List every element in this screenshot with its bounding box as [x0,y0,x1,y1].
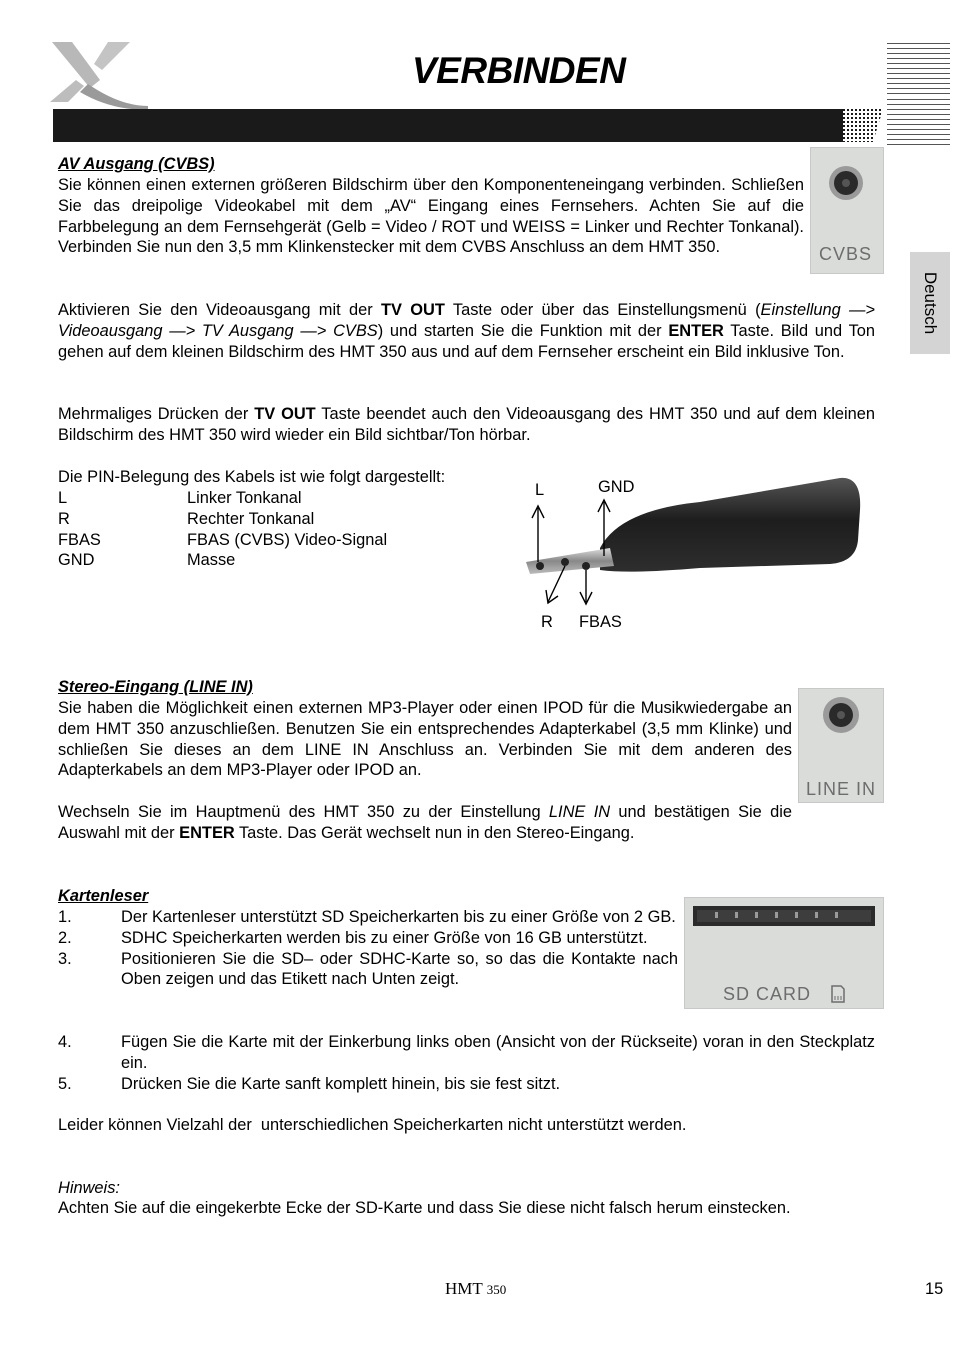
list-item [58,928,678,949]
list-text: Der Kartenleser unterstützt SD Speicherkarten bis zu einer Größe von 2 GB. [121,908,676,926]
list-item [58,949,678,991]
pin-intro: Die PIN-Belegung des Kabels ist wie folgt dargestellt: [58,468,446,486]
list-number: 5. [58,1074,72,1093]
brand-logo [50,40,150,110]
plug-label-fbas: FBAS [579,613,622,631]
pin-value: Rechter Tonkanal [187,509,315,528]
list-text: Fügen Sie die Karte mit der Einkerbung links oben (Ansicht von der Rückseite) voran in den Steckplatz ein. [121,1033,875,1072]
linein-setting: LINE IN [548,803,611,821]
av-p2-text: Taste oder über das Einstellungsmenü ( [444,301,761,319]
linein-port-label: LINE IN [806,779,877,799]
av-p2-text: Aktivieren Sie den Videoausgang mit der [58,301,381,319]
hint-label: Hinweis: [58,1179,120,1197]
sd-card-slot-photo [684,897,884,1009]
av-paragraph-2 [58,300,875,362]
language-tab[interactable] [910,252,950,354]
section-heading-av: AV Ausgang (CVBS) [58,155,215,173]
pin-value: Linker Tonkanal [187,489,302,507]
av-p3-text: Taste beendet auch den Videoausgang des HMT 350 und auf dem kleinen Bildschirm des HMT 350 wird wieder ein Bild sichtbar/Ton hörbar. [58,405,875,444]
plug-label-l: L [535,481,545,499]
list-number: 1. [58,908,72,926]
page-title: VERBINDEN [412,50,626,91]
av-p2-text: ) und starten Sie die Funktion mit der [377,321,669,340]
menu-path: Einstellung —> Videoausgang —> TV Ausgang —> CVBS [58,301,875,340]
list-item [58,1032,875,1074]
tv-out-key: TV OUT [254,405,316,423]
pin-row [58,550,387,571]
linein-p2-text: und bestätigen Sie die Auswahl mit der [58,803,792,842]
av-plug-diagram [520,470,870,610]
hint-text: Achten Sie auf die eingekerbte Ecke der SD-Karte und dass Sie diese nicht falsch herum einstecken. [58,1199,791,1217]
pin-row [58,488,387,509]
card-steps-list [58,907,678,990]
section-heading-linein: Stereo-Eingang (LINE IN) [58,678,253,696]
pin-key: R [58,509,70,528]
footer-model-number: 350 [486,1282,507,1297]
list-text: Drücken Sie die Karte sanft komplett hinein, bis sie fest sitzt. [121,1074,561,1093]
header-bar [53,109,843,142]
plug-label-r: R [541,613,553,631]
list-text: Positionieren Sie die SD– oder SDHC-Karte so, so das die Kontakte nach Oben zeigen und das Etikett nach Unten zeigt. [121,949,678,989]
pin-key: GND [58,551,95,570]
list-number: 2. [58,928,72,947]
list-number: 3. [58,949,72,968]
list-item [58,907,678,928]
card-note: Leider können Vielzahl der unterschiedlichen Speicherkarten nicht unterstützt werden. [58,1116,687,1134]
list-item [58,1074,875,1095]
pin-value: Masse [187,551,236,570]
sd-card-slot-label: SD CARD [723,984,812,1004]
linein-paragraph-1: Sie haben die Möglichkeit einen externen MP3-Player oder einen IPOD für die Musikwiedergabe an dem HMT 350 anzuschließen. Benutzen Sie ein entsprechendes Adapterkabel (3,5 mm Klinke) und schließen Sie dieses an dem LINE IN Anschluss an. Verbinden Sie mit dem anderen des Adapterkabels an dem MP3-Player oder IPOD an. [58,699,792,780]
sd-card-icon [831,985,845,1003]
av-p2-text: Taste. Bild und Ton gehen auf dem kleinen Bildschirm des HMT 350 aus und auf dem Fernseher erscheint ein Bild inklusive Ton. [58,321,875,361]
header-bar-dots [843,109,883,142]
enter-key: ENTER [179,823,235,842]
language-tab-label: Deutsch [921,271,940,335]
list-text: SDHC Speicherkarten werden bis zu einer Größe von 16 GB unterstützt. [121,928,648,947]
section-heading-card: Kartenleser [58,887,149,905]
tv-out-key: TV OUT [380,301,445,319]
cvbs-port-label: CVBS [819,244,873,264]
plug-label-gnd: GND [598,478,635,496]
av-paragraph-3 [58,404,875,446]
pin-row [58,509,387,530]
pin-value: FBAS (CVBS) Video-Signal [187,530,388,549]
pin-key: L [58,489,68,507]
footer-model [445,1279,506,1299]
linein-paragraph-2 [58,802,792,844]
header-lines-decoration [887,43,950,145]
pin-key: FBAS [58,530,101,549]
page-number: 15 [925,1280,944,1298]
cvbs-port-photo [810,147,884,274]
linein-port-photo [798,688,884,803]
list-number: 4. [58,1033,72,1051]
pin-table [58,488,387,571]
pin-row [58,530,387,551]
av-paragraph-1: Sie können einen externen größeren Bildschirm über den Komponenteneingang verbinden. Schließen Sie das dreipolige Videokabel mit dem „AV“ Eingang eines Fernsehers. Achten Sie auf die Farbbelegung an dem Fernsehgerät (Gelb = Video / ROT und WEISS = Linker und Rechter Tonkanal). Verbinden Sie nun den 3,5 mm Klinkenstecker mit dem CVBS Anschluss an dem HMT 350. [58,176,804,257]
footer-model-name: HMT [445,1279,483,1298]
linein-p2-text: Taste. Das Gerät wechselt nun in den Stereo-Eingang. [234,823,635,842]
card-steps-list-continued [58,1032,875,1094]
linein-p2-text: Wechseln Sie im Hauptmenü des HMT 350 zu der Einstellung [58,803,549,821]
av-p3-text: Mehrmaliges Drücken der [58,405,255,423]
enter-key: ENTER [668,321,724,340]
